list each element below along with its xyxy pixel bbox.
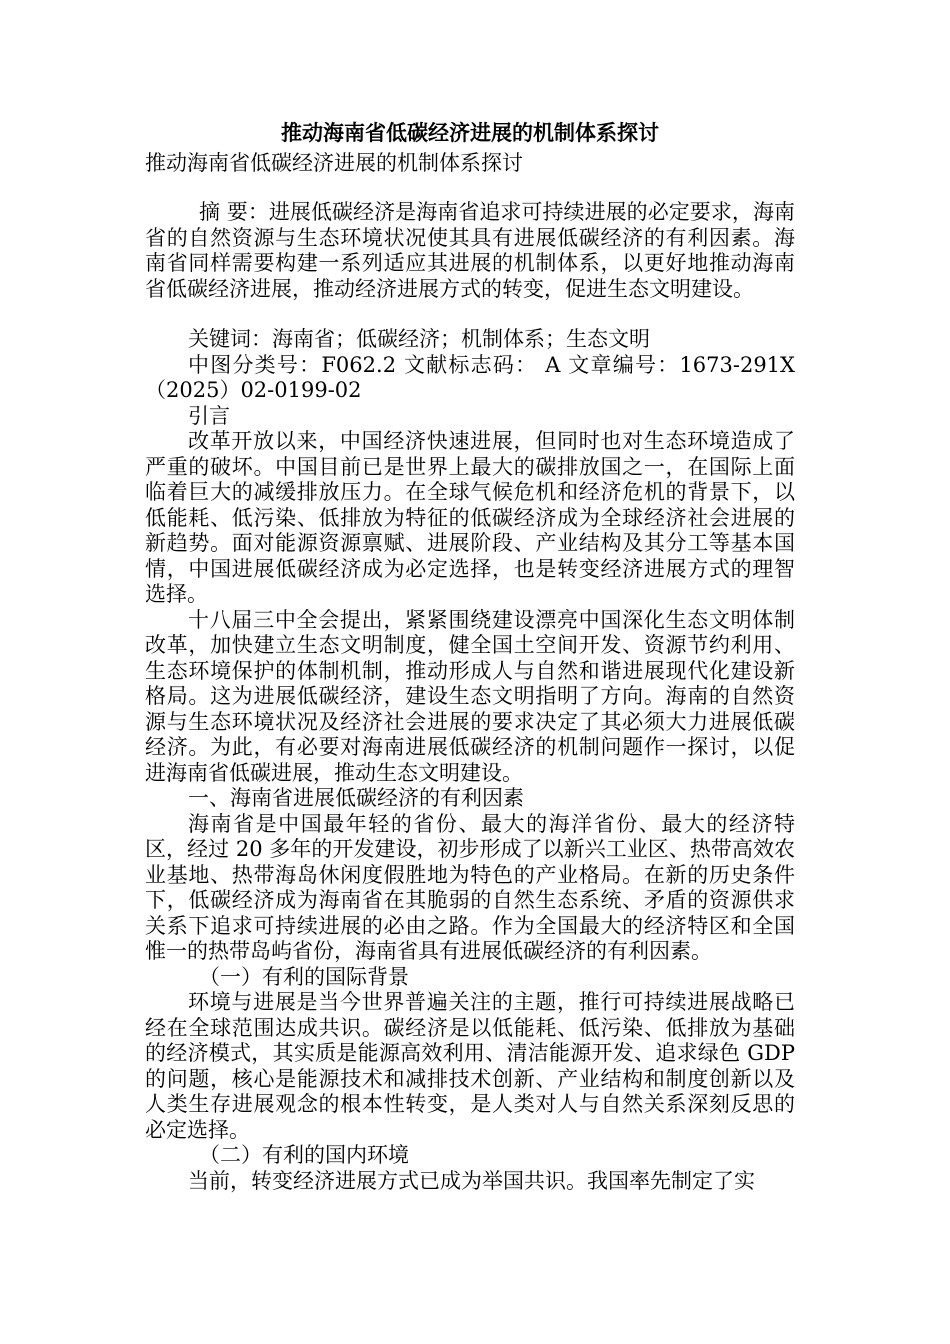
intro-heading: 引言	[188, 403, 230, 428]
section-1-paragraph-1: 海南省是中国最年轻的省份、最大的海洋省份、最大的经济特区，经过 20 多年的开发建设，初步形成了以新兴工业区、热带高效农业基地、热带海岛休闲度假胜地为特色的产业格局。在新的历史条件下，低碳经济成为海南省在其脆弱的自然生态系统、矛盾的资源供求关系下追求可持续进展的必由之路。作为全国最大的经济特区和全国惟一的热带岛屿省份，海南省具有进展低碳经济的有利因素。	[145, 811, 795, 963]
subsection-2-heading: （二）有利的国内环境	[199, 1143, 409, 1167]
subsection-1-heading: （一）有利的国际背景	[199, 964, 409, 989]
section-1-heading: 一、海南省进展低碳经济的有利因素	[188, 786, 524, 810]
document-title: 推动海南省低碳经济进展的机制体系探讨	[281, 120, 659, 145]
intro-paragraph-2: 十八届三中全会提出，紧紧围绕建设漂亮中国深化生态文明体制改革，加快建立生态文明制度，健全国土空间开发、资源节约利用、生态环境保护的体制机制，推动形成人与自然和谐进展现代化建设新格局。这为进展低碳经济，建设生态文明指明了方向。海南的自然资源与生态环境状况及经济社会进展的要求决定了其必须大力进展低碳经济。为此，有必要对海南进展低碳经济的机制问题作一探讨，以促进海南省低碳进展，推动生态文明建设。	[145, 607, 795, 785]
classification-line: 中图分类号：F062.2 文献标志码： A 文章编号：1673-291X（2025）02-0199-02	[145, 352, 795, 402]
document-page	[145, 118, 795, 1194]
abstract-paragraph: 摘 要：进展低碳经济是海南省追求可持续进展的必定要求，海南省的自然资源与生态环境状况使其具有进展低碳经济的有利因素。海南省同样需要构建一系列适应其进展的机制体系，以更好地推动海南省低碳经济进展，推动经济进展方式的转变，促进生态文明建设。	[145, 200, 795, 301]
subsection-1-paragraph-1: 环境与进展是当今世界普遍关注的主题，推行可持续进展战略已经在全球范围达成共识。碳经济是以低能耗、低污染、低排放为基础的经济模式，其实质是能源高效利用、清洁能源开发、追求绿色 GDP 的问题，核心是能源技术和减排技术创新、产业结构和制度创新以及人类生存进展观念的根本性转变，是人类对人与自然关系深刻反思的必定选择。	[145, 990, 795, 1142]
subsection-2-paragraph-1: 当前，转变经济进展方式已成为举国共识。我国率先制定了实	[188, 1168, 755, 1193]
document-subtitle: 推动海南省低碳经济进展的机制体系探讨	[145, 151, 523, 175]
keywords-line: 关键词：海南省；低碳经济；机制体系；生态文明	[188, 327, 650, 351]
intro-paragraph-1: 改革开放以来，中国经济快速进展，但同时也对生态环境造成了严重的破坏。中国目前已是世界上最大的碳排放国之一，在国际上面临着巨大的减缓排放压力。在全球气候危机和经济危机的背景下，以低能耗、低污染、低排放为特征的低碳经济成为全球经济社会进展的新趋势。面对能源资源禀赋、进展阶段、产业结构及其分工等基本国情，中国进展低碳经济成为必定选择，也是转变经济进展方式的理智选择。	[145, 429, 795, 606]
